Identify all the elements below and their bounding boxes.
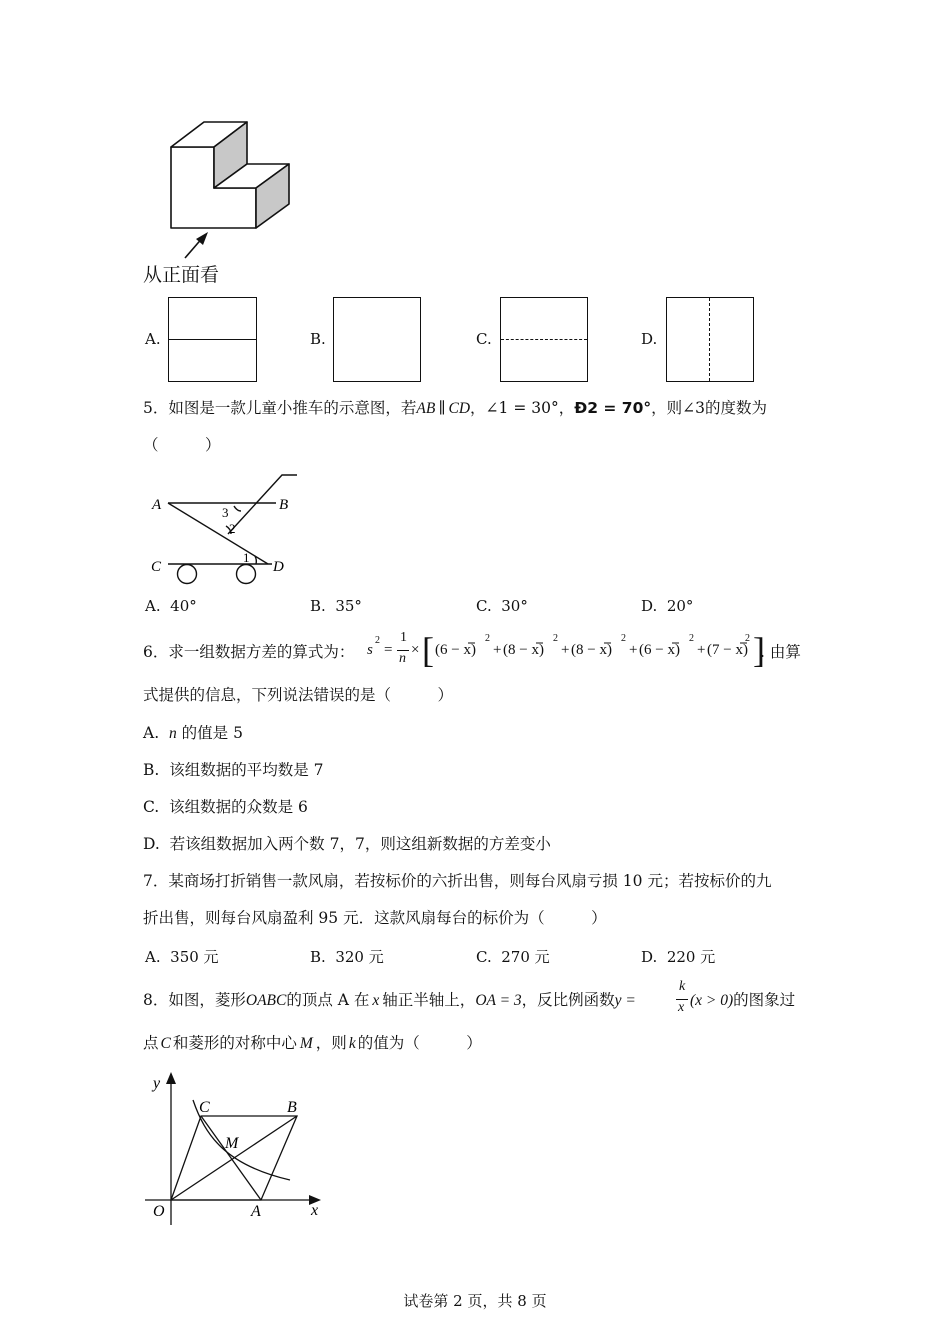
q7-option-d: D. 220 元	[641, 948, 716, 966]
formula-term-2: (8 − x)	[503, 642, 544, 658]
q7-option-b: B. 320 元	[310, 948, 384, 966]
q4-option-d-letter: D.	[641, 330, 658, 348]
q6-line-1-suffix: . 由算	[760, 643, 801, 661]
q8-frac-x: x	[678, 1000, 685, 1015]
formula-term-1: (6 − x)	[435, 642, 476, 658]
formula-plus-1: +	[493, 642, 502, 658]
formula-bracket-left: [	[422, 630, 434, 670]
q7-option-c: C. 270 元	[476, 948, 550, 966]
label-b: B	[279, 497, 289, 513]
formula-term-5-exp: 2	[745, 633, 750, 644]
diagonal-ac	[201, 1116, 261, 1200]
formula-term-4: (6 − x)	[639, 642, 680, 658]
q6-option-c: C. 该组数据的众数是 6	[143, 798, 308, 816]
formula-eq: =	[384, 642, 393, 658]
q6-option-b: B. 该组数据的平均数是 7	[143, 761, 324, 779]
label-x: x	[311, 1202, 319, 1219]
q4-option-c-letter: C.	[476, 330, 492, 348]
page-footer: 试卷第 2 页，共 8 页	[403, 1292, 547, 1310]
label-m: M	[225, 1135, 239, 1152]
label-y: y	[153, 1075, 161, 1092]
label-d: D	[273, 559, 284, 575]
formula-s-exp: 2	[375, 635, 380, 646]
label-a: A	[152, 497, 162, 513]
formula-plus-3: +	[629, 642, 638, 658]
q5-option-d: D. 20°	[641, 597, 694, 615]
q8-line-2: 点 C 和菱形的对称中心 M ，则 k 的值为（ ）	[143, 1034, 482, 1052]
q7-line-2: 折出售，则每台风扇盈利 95 元．这款风扇每台的标价为（ ）	[143, 909, 607, 927]
formula-term-2-exp: 2	[553, 633, 558, 644]
q7-option-a: A. 350 元	[145, 948, 219, 966]
q8-line-1: 8．如图，菱形OABC的顶点 A 在 x 轴正半轴上，OA = 3，反比例函数y =	[143, 991, 636, 1009]
formula-term-1-exp: 2	[485, 633, 490, 644]
q5-line-1: 5．如图是一款儿童小推车的示意图，若AB ∥ CD，∠1 = 30°，Đ2 = 70°，则∠3的度数为	[143, 399, 767, 417]
formula-s: s	[367, 642, 373, 658]
formula-term-5: (7 − x)	[707, 642, 748, 658]
formula-term-3-exp: 2	[621, 633, 626, 644]
q8-line-1-end: (x > 0)的图象过	[690, 991, 796, 1009]
q5-line-2: （ ）	[143, 436, 221, 454]
q5-option-b: B. 35°	[310, 597, 362, 615]
view-label: 从正面看	[143, 264, 220, 286]
label-c: C	[151, 559, 162, 575]
q6-option-a: A. n 的值是 5	[143, 724, 243, 742]
formula-term-4-exp: 2	[689, 633, 694, 644]
q4-option-a-letter: A.	[145, 330, 161, 348]
label-1: 1	[243, 550, 250, 565]
label-b2: B	[287, 1099, 297, 1116]
q5-option-c: C. 30°	[476, 597, 528, 615]
label-3: 3	[222, 505, 229, 520]
q5-option-a: A. 40°	[145, 597, 197, 615]
label-2: 2	[229, 521, 236, 536]
label-a2: A	[251, 1203, 261, 1220]
formula-frac-den: n	[399, 651, 406, 666]
q6-line-2: 式提供的信息，下列说法错误的是（ ）	[143, 686, 454, 704]
formula-plus-2: +	[561, 642, 570, 658]
q7-line-1: 7．某商场打折销售一款风扇，若按标价的六折出售，则每台风扇亏损 10 元；若按标价的九	[143, 872, 772, 890]
label-c2: C	[199, 1099, 210, 1116]
formula-term-3: (8 − x)	[571, 642, 612, 658]
y-axis-arrow	[166, 1072, 176, 1084]
formula-bracket-right: ]	[753, 630, 765, 670]
formula-times: ×	[411, 642, 420, 658]
q6-line-1-prefix: 6．求一组数据方差的算式为：	[143, 643, 355, 661]
formula-plus-4: +	[697, 642, 706, 658]
label-o: O	[153, 1203, 165, 1220]
q4-option-b-letter: B.	[310, 330, 326, 348]
q8-frac-k: k	[679, 979, 686, 994]
q6-option-d: D. 若该组数据加入两个数 7，7，则这组新数据的方差变小	[143, 835, 551, 853]
formula-frac-num: 1	[400, 630, 407, 645]
